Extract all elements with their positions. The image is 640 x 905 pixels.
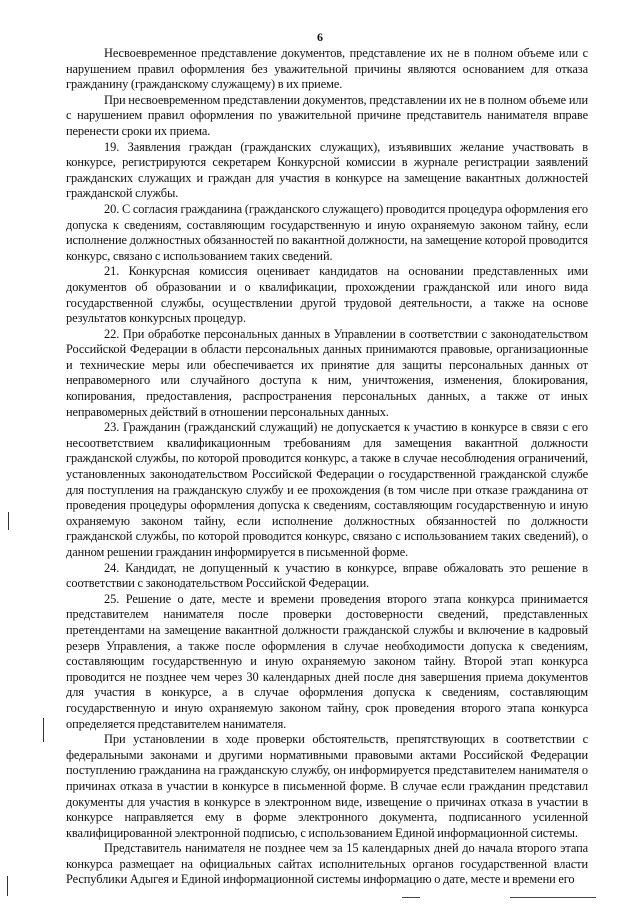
- paragraph-item-23: 23. Гражданин (гражданский служащий) не допускается к участию в конкурсе в связи с его несоответствием квалификационным требованиям для замещения вакантной должности гражданской службы, по которой проводится конкурс, а также в случае несоблюдения ограничений, установленных законодательством Российской Федерации о государственной гражданской службе для поступления на гражданскую службу и ее прохождения (в том числе при отказе гражданина от проведения процедуры оформления допуска к сведениям, составляющим государственную и иную охраняемую законом тайну, если исполнение должностных обязанностей по должности гражданской службы, по которой проводится конкурс, связано с использованием таких сведений), о данном решении гражданин информируется в письменной форме.: [66, 420, 588, 559]
- paragraph-refusal-notice: При установлении в ходе проверки обстоятельств, препятствующих в соответствии с федеральными законами и другими нормативными правовыми актами Российской Федерации поступлению гражданина на гражданскую службу, он информируется представителем нанимателя о причинах отказа в участии в конкурсе в письменной форме. В случае если гражданин представил документы для участия в конкурсе в электронном виде, извещение о причинах отказа в участии в конкурсе направляется ему в форме электронного документа, подписанного усиленной квалифицированной электронной подписью, с использованием Единой информационной системы.: [66, 732, 588, 840]
- margin-mark: [8, 512, 9, 530]
- paragraph-item-19: 19. Заявления граждан (гражданских служащих), изъявивших желание участвовать в конкурсе, регистрируются секретарем Конкурсной комиссии в журнале регистрации заявлений гражданских служащих и граждан для участия в конкурсе на замещение вакантных должностей гражданской службы.: [66, 139, 588, 201]
- paragraph-reschedule: При несвоевременном представлении документов, представлении их не в полном объеме или с нарушением правил оформления по уважительной причине представитель нанимателя вправе перенести сроки их приема.: [66, 92, 588, 138]
- footer-rule: [402, 897, 420, 898]
- paragraph-item-25: 25. Решение о дате, месте и времени проведения второго этапа конкурса принимается представителем нанимателя после проверки достоверности сведений, представленных претендентами на замещение вакантной должности гражданской службы и включение в кадровый резерв Управления, а также после оформления в случае необходимости допуска к сведениям, составляющим государственную и иную охраняемую законом тайну. Второй этап конкурса проводится не позднее чем через 30 календарных дней после дня завершения приема документов для участия в конкурсе, а в случае оформления допуска к сведениям, составляющим государственную и иную охраняемую законом тайну, срок проведения второго этапа конкурса определяется представителем нанимателя.: [66, 591, 588, 731]
- document-body: [66, 46, 588, 888]
- paragraph-item-24: 24. Кандидат, не допущенный к участию в конкурсе, вправе обжаловать это решение в соответствии с законодательством Российской Федерации.: [66, 560, 588, 591]
- paragraph-item-21: 21. Конкурсная комиссия оценивает кандидатов на основании представленных ими документов об образовании и о квалификации, прохождении гражданской или иного вида государственной службы, осуществлении другой трудовой деятельности, а также на основе результатов конкурсных процедур.: [66, 264, 588, 326]
- page-number: 6: [317, 30, 323, 44]
- paragraph-item-20: 20. С согласия гражданина (гражданского служащего) проводится процедура оформления его допуска к сведениям, составляющим государственную и иную охраняемую законом тайну, если исполнение должностных обязанностей по вакантной должности, на замещение которой проводится конкурс, связано с использованием таких сведений.: [66, 201, 588, 263]
- paragraph-announcement: Представитель нанимателя не позднее чем за 15 календарных дней до начала второго этапа конкурса размещает на официальных сайтах исполнительных органов государственной власти Республики Адыгея и Единой информационной системы информацию о дате, месте и времени его: [66, 841, 588, 887]
- paragraph-item-22: 22. При обработке персональных данных в Управлении в соответствии с законодательством Российской Федерации в области персональных данных принимаются правовые, организационные и технические меры или обеспечивается их принятие для защиты персональных данных от неправомерного или случайного доступа к ним, уничтожения, изменения, блокирования, копирования, предоставления, распространения персональных данных, а также от иных неправомерных действий в отношении персональных данных.: [66, 326, 588, 419]
- paragraph-documents-late: Несвоевременное представление документов, представление их не в полном объеме или с нарушением правил оформления без уважительной причины являются основанием для отказа гражданину (гражданскому служащему) в их приеме.: [66, 46, 588, 92]
- footer-rule: [510, 897, 596, 898]
- margin-mark: [43, 718, 44, 742]
- margin-mark: [7, 876, 8, 896]
